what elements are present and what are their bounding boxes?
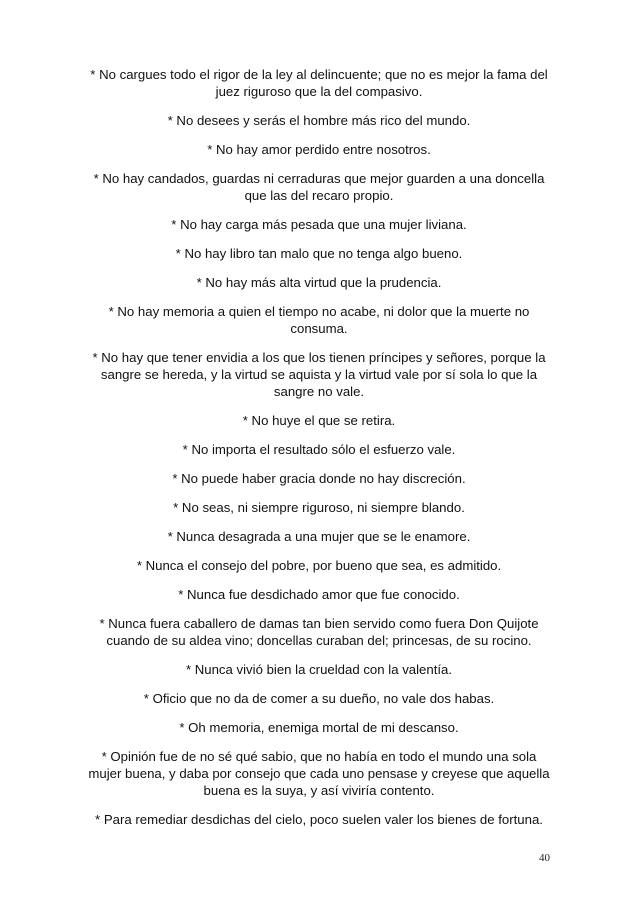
quote-item: * Para remediar desdichas del cielo, poco suelen valer los bienes de fortuna. (95, 812, 543, 827)
quote-item: * Nunca fuera caballero de damas tan bien servido como fuera Don Quijote cuando de su aldea vino; doncellas curaban del; princesas, de su rocino. (99, 616, 539, 648)
quote-item: * No hay amor perdido entre nosotros. (207, 142, 431, 157)
quote-item: * Oh memoria, enemiga mortal de mi descanso. (179, 720, 459, 735)
page-number: 40 (539, 852, 550, 864)
quote-item: * Nunca vivió bien la crueldad con la valentía. (185, 662, 453, 677)
quote-item: * No cargues todo el rigor de la ley al delincuente; que no es mejor la fama del juez riguroso que la del compasivo. (90, 67, 548, 99)
quote-item: * No hay memoria a quien el tiempo no acabe, ni dolor que la muerte no consuma. (108, 304, 530, 336)
quote-item: * No hay candados, guardas ni cerraduras que mejor guarden a una doncella que las del recaro propio. (93, 171, 545, 203)
quote-item: * No hay carga más pesada que una mujer liviana. (171, 217, 467, 232)
quote-item: * Oficio que no da de comer a su dueño, no vale dos habas. (143, 691, 495, 706)
quote-item: * No seas, ni siempre riguroso, ni siempre blando. (173, 500, 465, 515)
quote-item: * No hay libro tan malo que no tenga algo bueno. (175, 246, 463, 261)
quote-item: * Opinión fue de no sé qué sabio, que no había en todo el mundo una sola mujer buena, y daba por consejo que cada uno pensase y creyese que aquella buena es la suya, y así viviría contento. (88, 749, 550, 798)
quote-list (88, 66, 550, 840)
quote-item: * No desees y serás el hombre más rico del mundo. (167, 113, 471, 128)
quote-item: * Nunca fue desdichado amor que fue conocido. (178, 587, 460, 602)
quote-item: * No puede haber gracia donde no hay discreción. (172, 471, 466, 486)
quote-item: * No hay más alta virtud que la prudencia. (196, 275, 442, 290)
quote-item: * No importa el resultado sólo el esfuerzo vale. (182, 442, 456, 457)
quote-item: * No huye el que se retira. (242, 413, 396, 428)
quote-item: * Nunca el consejo del pobre, por bueno que sea, es admitido. (136, 558, 502, 573)
quote-item: * No hay que tener envidia a los que los tienen príncipes y señores, porque la sangre se hereda, y la virtud se aquista y la virtud vale por sí sola lo que la sangre no vale. (92, 350, 546, 399)
quote-item: * Nunca desagrada a una mujer que se le enamore. (167, 529, 471, 544)
